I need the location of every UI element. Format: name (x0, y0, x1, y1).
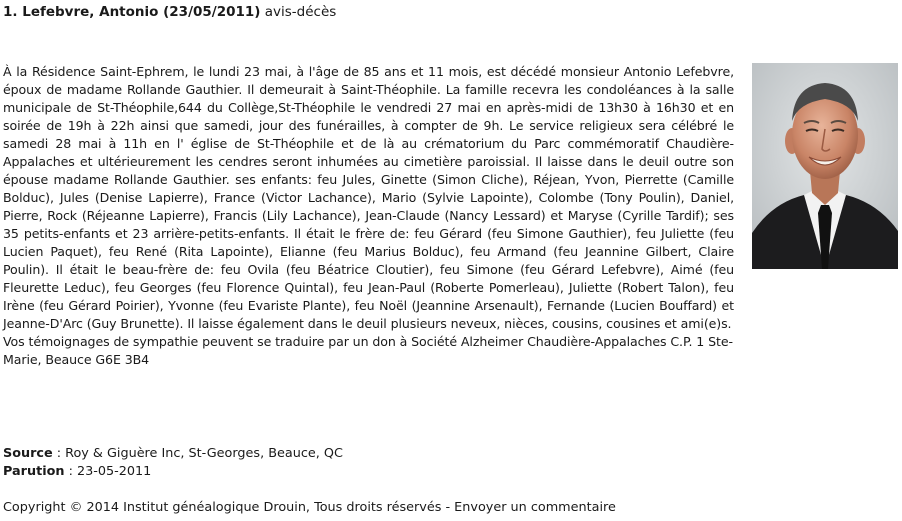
source-value: : Roy & Giguère Inc, St-Georges, Beauce, QC (52, 446, 343, 461)
obituary-closing-text: Vos témoignages de sympathie peuvent se traduire par un don à Société Alzheimer Chaudière-Appalaches C.P. 1 Ste-Marie, Beauce G6E 3B4 (3, 334, 733, 367)
obituary-body (3, 63, 734, 369)
parution-value: : 23-05-2011 (64, 464, 152, 479)
footer (3, 500, 616, 515)
deceased-portrait-photo (752, 63, 898, 269)
obituary-main-text: À la Résidence Saint-Ephrem, le lundi 23 mai, à l'âge de 85 ans et 11 mois, est décédé monsieur Antonio Lefebvre, époux de madame Rollande Gauthier. Il demeurait à Saint-Théophile. La famille recevra les condoléances à la salle municipale de St-Théophile,644 du Collège,St-Théophile le vendredi 27 mai en après-midi de 13h30 à 16h30 et en soirée de 19h à 22h ainsi que samedi, jour des funérailles, à compter de 9h. Le service religieux sera célébré le samedi 28 mai à 11h en l' église de St-Théophile et de là au crématorium du Parc commémoratif Chaudière-Appalaches et ultérieurement les cendres seront inhumées au cimetière paroissial. Il laisse dans le deuil outre son épouse madame Rollande Gauthier. ses enfants: feu Jules, Ginette (Simon Cliche), Réjean, Yvon, Pierrette (Camille Bolduc), Jules (Denise Lapierre), France (Victor Lachance), Mario (Sylvie Lapointe), Colombe (Tony Poulin), Daniel, Pierre, Rock (Réjeanne Lapierre), Francis (Lily Lachance), Jean-Claude (Nancy Lessard) et Maryse (Cyrille Tardif); ses 35 petits-enfants et 23 arrière-petits-enfants. Il était le frère de: feu Gérard (feu Simone Gauthier), feu Juliette (feu Lucien Paquet), feu René (Rita Lapointe), Elianne (feu Marius Bolduc), feu Armand (feu Jeannine Gilbert, Claire Poulin). Il était le beau-frère de: feu Ovila (feu Béatrice Cloutier), feu Simone (feu Gérard Lefebvre), Aimé (feu Fleurette Leduc), feu Georges (feu Florence Quintal), feu Jean-Paul (Roberte Pomerleau), Juliette (Robert Talon), feu Irène (feu Gérard Poirier), Yvonne (feu Evariste Plante), feu Noël (Jeannine Arsenault), Fernande (Lucien Bouffard) et Jeanne-D'Arc (Guy Brunette). Il laisse également dans le deuil plusieurs neveux, nièces, cousins, cousines et ami(e)s. (3, 64, 734, 331)
source-line (3, 445, 343, 463)
send-comment-link[interactable]: Envoyer un commentaire (454, 500, 616, 515)
parution-line (3, 463, 343, 481)
obituary-header (3, 4, 336, 20)
source-label: Source (3, 446, 53, 461)
footer-separator: - (441, 500, 455, 515)
parution-label: Parution (3, 464, 65, 479)
obituary-category: avis-décès (264, 4, 337, 20)
copyright-text: Copyright © 2014 Institut généalogique Drouin, Tous droits réservés (3, 500, 442, 515)
obituary-title: 1. Lefebvre, Antonio (23/05/2011) (3, 4, 261, 20)
portrait-illustration (752, 63, 898, 269)
obituary-meta (3, 445, 343, 481)
